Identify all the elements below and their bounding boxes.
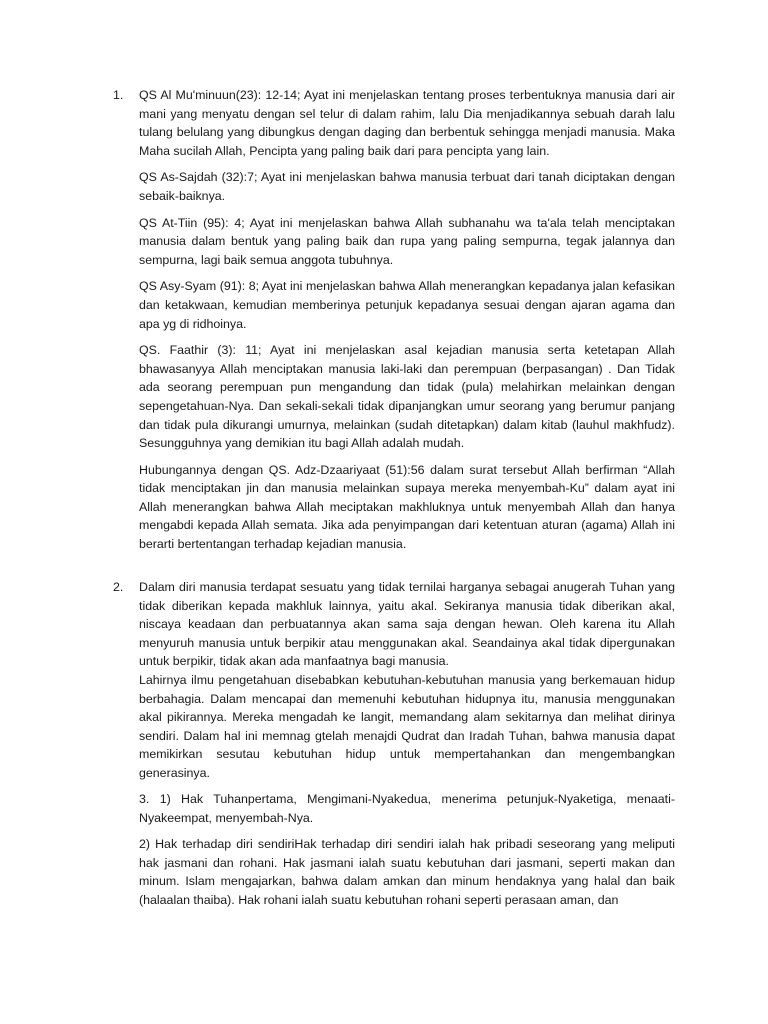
paragraph: QS Asy-Syam (91): 8; Ayat ini menjelaskan bahwa Allah menerangkan kepadanya jalan kefasikan dan ketakwaan, kemudian memberinya petunjuk kepadanya sesuai dengan ajaran agama dan apa yg di ridhoinya. (139, 279, 675, 331)
paragraph: QS As-Sajdah (32):7; Ayat ini menjelaskan bahwa manusia terbuat dari tanah diciptakan dengan sebaik-baiknya. (139, 170, 675, 203)
paragraph: Lahirnya ilmu pengetahuan disebabkan kebutuhan-kebutuhan manusia yang berkemauan hidup berbahagia. Dalam mencapai dan memenuhi kebutuhan hidupnya itu, manusia menggunakan akal pikirannya. Mereka mengadah ke langit, memandang alam sekitarnya dan melihat dirinya sendiri. Dalam hal ini memnag gtelah menajdi Qudrat dan Iradah Tuhan, bahwa manusia dapat memikirkan sesutau kebutuhan hidup untuk mempertahankan dan mengembangkan generasinya. (139, 672, 675, 780)
paragraph: 3. 1) Hak Tuhanpertama, Mengimani-Nyakedua, menerima petunjuk-Nyaketiga, menaati-Nyakeempat, menyembah-Nya. (139, 792, 675, 825)
list-number: 1. (113, 88, 124, 102)
paragraph: 2) Hak terhadap diri sendiriHak terhadap diri sendiri ialah hak pribadi seseorang yang meliputi hak jasmani dan rohani. Hak jasmani ialah suatu kebutuhan dari jasmani, seperti makan dan minum. Islam mengajarkan, bahwa dalam amkan dan minum hendaknya yang halal dan baik (halaalan thaiba). Hak rohani ialah suatu kebutuhan rohani seperti perasaan aman, dan (139, 837, 675, 907)
list-item-1 (113, 86, 675, 554)
paragraph: Hubungannya dengan QS. Adz-Dzaariyaat (51):56 dalam surat tersebut Allah berfirman “Allah tidak menciptakan jin dan manusia melainkan supaya mereka menyembah-Ku” dalam ayat ini Allah menerangkan bahwa Allah meciptakan makhluknya untuk menyembah Allah dan hanya mengabdi kepada Allah semata. Jika ada penyimpangan dari ketentuan aturan (agama) Allah ini berarti bertentangan terhadap kejadian manusia. (139, 462, 675, 552)
list-number: 2. (113, 580, 124, 594)
paragraph: QS Al Mu'minuun(23): 12-14; Ayat ini menjelaskan tentang proses terbentuknya manusia dari air mani yang menyatu dengan sel telur di dalam rahim, lalu Dia menjadikannya sebuah darah lalu tulang belulang yang dibungkus dengan daging dan berbentuk sehingga menjadi manusia. Maka Maha sucilah Allah, Pencipta yang paling baik dari para pencipta yang lain. (139, 88, 675, 158)
list-item-3 (113, 790, 675, 910)
paragraph: QS. Faathir (3): 11; Ayat ini menjelaskan asal kejadian manusia serta ketetapan Allah bhawasanyya Allah menciptakan manusia laki-laki dan perempuan (berpasangan) . Dan Tidak ada seorang perempuan pun mengandung dan tidak (pula) melahirkan melainkan dengan sepengetahuan-Nya. Dan sekali-sekali tidak dipanjangkan umur seorang yang berumur panjang dan tidak pula dikurangi umurnya, melainkan (sudah ditetapkan) dalam kitab (lauhul makhfudz). Sesungguhnya yang demikian itu bagi Allah adalah mudah. (139, 343, 675, 451)
paragraph: QS At-Tiin (95): 4; Ayat ini menjelaskan bahwa Allah subhanahu wa ta'ala telah menciptakan manusia dalam bentuk yang paling baik dan rupa yang paling sempurna, tegak jalannya dan sempurna, lagi baik semua anggota tubuhnya. (139, 215, 675, 267)
paragraph: Dalam diri manusia terdapat sesuatu yang tidak ternilai harganya sebagai anugerah Tuhan yang tidak diberikan kepada makhluk lainnya, yaitu akal. Sekiranya manusia tidak diberikan akal, niscaya keadaan dan perbuatannya akan sama saja dengan hewan. Oleh karena itu Allah menyuruh manusia untuk berpikir atau menggunakan akal. Seandainya akal tidak dipergunakan untuk berpikir, tidak akan ada manfaatnya bagi manusia. (139, 580, 675, 669)
list-item-2 (113, 578, 675, 783)
